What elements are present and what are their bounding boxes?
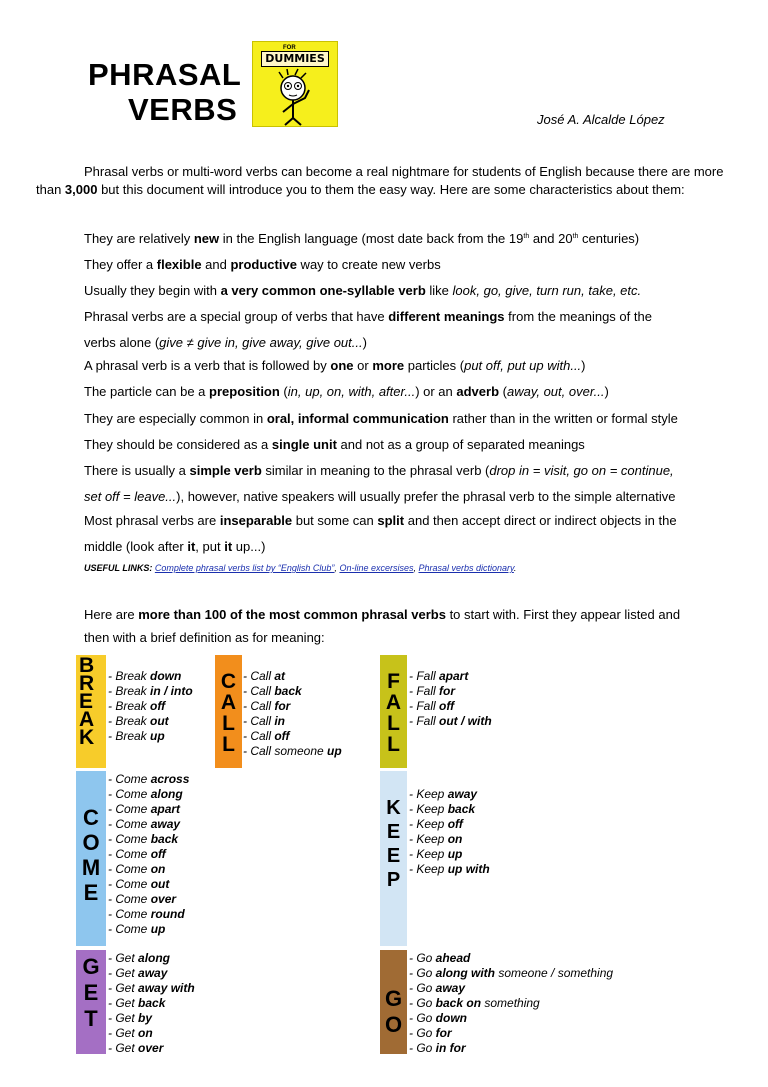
go-letter: O <box>384 1012 403 1037</box>
dummies-man-icon <box>271 68 321 126</box>
verb-item: - Go along with someone / something <box>409 966 614 980</box>
fall-verb-list <box>409 669 492 729</box>
verb-item: - Keep away <box>409 787 478 801</box>
verb-item: - Come out <box>108 877 170 891</box>
verb-item: - Come across <box>108 772 190 786</box>
bullet-simple-verb: There is usually a simple verb similar in meaning to the phrasal verb (drop in = visit, go on = continue, <box>84 463 674 478</box>
link-phrasal-dictionary[interactable]: Phrasal verbs dictionary <box>418 563 514 573</box>
call-letter: A <box>220 691 237 714</box>
verb-item: - Keep back <box>409 802 476 816</box>
come-letter: E <box>83 880 99 905</box>
verb-item: - Keep up <box>409 847 463 861</box>
bullet-preposition-adverb: The particle can be a preposition (in, up, on, with, after...) or an adverb (away, out, over...) <box>84 384 609 399</box>
verb-item: - Get away with <box>108 981 195 995</box>
link-english-club[interactable]: Complete phrasal verbs list by “English Club” <box>154 563 335 573</box>
go-column <box>380 950 407 1054</box>
logo-brand-text: DUMMIES <box>261 51 329 67</box>
bullet-one-syllable: Usually they begin with a very common one-syllable verb like look, go, give, turn run, take, etc. <box>84 283 642 298</box>
title-line-2: VERBS <box>128 92 238 127</box>
bullet-inseparable: Most phrasal verbs are inseparable but some can split and then accept direct or indirect objects in the <box>84 513 677 528</box>
get-letters <box>76 954 106 1032</box>
bullet-different-meanings-cont: verbs alone (give ≠ give in, give away, give out...) <box>84 335 367 350</box>
verb-item: - Get on <box>108 1026 153 1040</box>
come-column <box>76 771 106 946</box>
verb-item: - Come along <box>108 787 183 801</box>
verb-item: - Get away <box>108 966 168 980</box>
verb-item: - Come back <box>108 832 179 846</box>
verb-item: - Come over <box>108 892 177 906</box>
verb-item: - Call back <box>243 684 302 698</box>
call-letter: C <box>220 670 237 693</box>
link-online-exercises[interactable]: On-line excersises <box>339 563 414 573</box>
outro-line-2: then with a brief definition as for meaning: <box>84 630 325 645</box>
get-letter: G <box>82 954 100 979</box>
call-letter: L <box>222 712 235 735</box>
call-letters <box>215 671 242 755</box>
break-letter: R <box>79 672 95 695</box>
verb-item: - Fall off <box>409 699 455 713</box>
bullet-simple-verb-cont: set off = leave...), however, native speakers will usually prefer the phrasal verb to the simple alternative <box>84 489 676 504</box>
fall-letters <box>380 671 407 755</box>
verb-item: - Go for <box>409 1026 452 1040</box>
break-letter: A <box>79 708 95 731</box>
keep-column <box>380 771 407 946</box>
keep-letter: K <box>386 797 401 819</box>
verb-item: - Get back <box>108 996 166 1010</box>
verb-item: - Come apart <box>108 802 181 816</box>
bullet-particles: A phrasal verb is a verb that is followed by one or more particles (put off, put up with...) <box>84 358 586 373</box>
verb-item: - Come off <box>108 847 166 861</box>
verb-item: - Break off <box>108 699 166 713</box>
verb-item: - Break in / into <box>108 684 193 698</box>
keep-letters <box>380 796 407 892</box>
verb-item: - Come up <box>108 922 166 936</box>
logo-for-text: FOR <box>283 45 296 51</box>
come-letter: C <box>83 805 99 830</box>
keep-verb-list <box>409 787 490 877</box>
bullet-single-unit: They should be considered as a single unit and not as a group of separated meanings <box>84 437 585 452</box>
come-verb-list <box>108 772 189 937</box>
verb-item: - Come away <box>108 817 181 831</box>
fall-letter: A <box>385 691 402 714</box>
useful-links: USEFUL LINKS: Complete phrasal verbs list by “English Club”, On-line excersises, Phrasal verbs dictionary. <box>84 563 517 573</box>
fall-letter: F <box>387 670 400 693</box>
bullet-new: They are relatively new in the English language (most date back from the 19th and 20th centuries) <box>84 231 640 246</box>
verb-item: - Get over <box>108 1041 164 1055</box>
verb-item: - Call at <box>243 669 286 683</box>
bullet-oral-informal: They are especially common in oral, informal communication rather than in the written or formal style <box>84 411 678 426</box>
verb-item: - Fall out / with <box>409 714 492 728</box>
verb-item: - Break down <box>108 669 182 683</box>
get-verb-list <box>108 951 195 1056</box>
bullet-flexible: They offer a flexible and productive way to create new verbs <box>84 257 441 272</box>
fall-letter: L <box>387 733 400 756</box>
call-column <box>215 655 242 768</box>
get-letter: T <box>84 1006 98 1031</box>
verb-item: - Go in for <box>409 1041 466 1055</box>
keep-letter: P <box>386 869 401 891</box>
verb-item: - Come on <box>108 862 166 876</box>
fall-letter: L <box>387 712 400 735</box>
verb-item: - Get by <box>108 1011 153 1025</box>
verb-item: - Break up <box>108 729 165 743</box>
verb-item: - Come round <box>108 907 185 921</box>
verb-item: - Go away <box>409 981 466 995</box>
keep-letter: E <box>386 821 401 843</box>
verb-item: - Go down <box>409 1011 467 1025</box>
break-column <box>76 655 106 768</box>
verb-item: - Break out <box>108 714 169 728</box>
come-letter: O <box>82 830 100 855</box>
go-letter: G <box>384 986 403 1011</box>
come-letters <box>76 805 106 905</box>
break-verb-list <box>108 669 193 744</box>
verb-item: - Go ahead <box>409 951 471 965</box>
verb-item: - Keep off <box>409 817 463 831</box>
dummies-logo <box>252 41 338 127</box>
break-letter: K <box>79 726 95 749</box>
get-column <box>76 950 106 1054</box>
author-name: José A. Alcalde López <box>537 112 665 127</box>
fall-column <box>380 655 407 768</box>
bullet-inseparable-cont: middle (look after it, put it up...) <box>84 539 266 554</box>
verb-item: - Get along <box>108 951 171 965</box>
verb-item: - Fall for <box>409 684 455 698</box>
break-letters <box>76 654 106 749</box>
verb-item: - Fall apart <box>409 669 469 683</box>
call-letter: L <box>222 733 235 756</box>
verb-item: - Call someone up <box>243 744 342 758</box>
verb-item: - Call in <box>243 714 286 728</box>
intro-paragraph: Phrasal verbs or multi-word verbs can become a real nightmare for students of English because there are more than 3,000 but this document will introduce you to them the easy way. Here are some characteristics about them: <box>36 164 724 197</box>
outro-line-1: Here are more than 100 of the most common phrasal verbs to start with. First they appear listed and <box>84 607 681 622</box>
verb-item: - Keep up with <box>409 862 490 876</box>
break-letter: E <box>79 690 94 713</box>
go-verb-list <box>409 951 613 1056</box>
keep-letter: E <box>386 845 401 867</box>
come-letter: M <box>81 855 101 880</box>
title-line-1: PHRASAL <box>88 57 242 92</box>
verb-item: - Call off <box>243 729 290 743</box>
bullet-different-meanings: Phrasal verbs are a special group of verbs that have different meanings from the meanings of the <box>84 309 652 324</box>
call-verb-list <box>243 669 342 759</box>
get-letter: E <box>83 980 99 1005</box>
verb-item: - Keep on <box>409 832 463 846</box>
verb-item: - Go back on something <box>409 996 540 1010</box>
break-letter: B <box>79 654 95 677</box>
go-letters <box>380 986 407 1038</box>
verb-item: - Call for <box>243 699 291 713</box>
